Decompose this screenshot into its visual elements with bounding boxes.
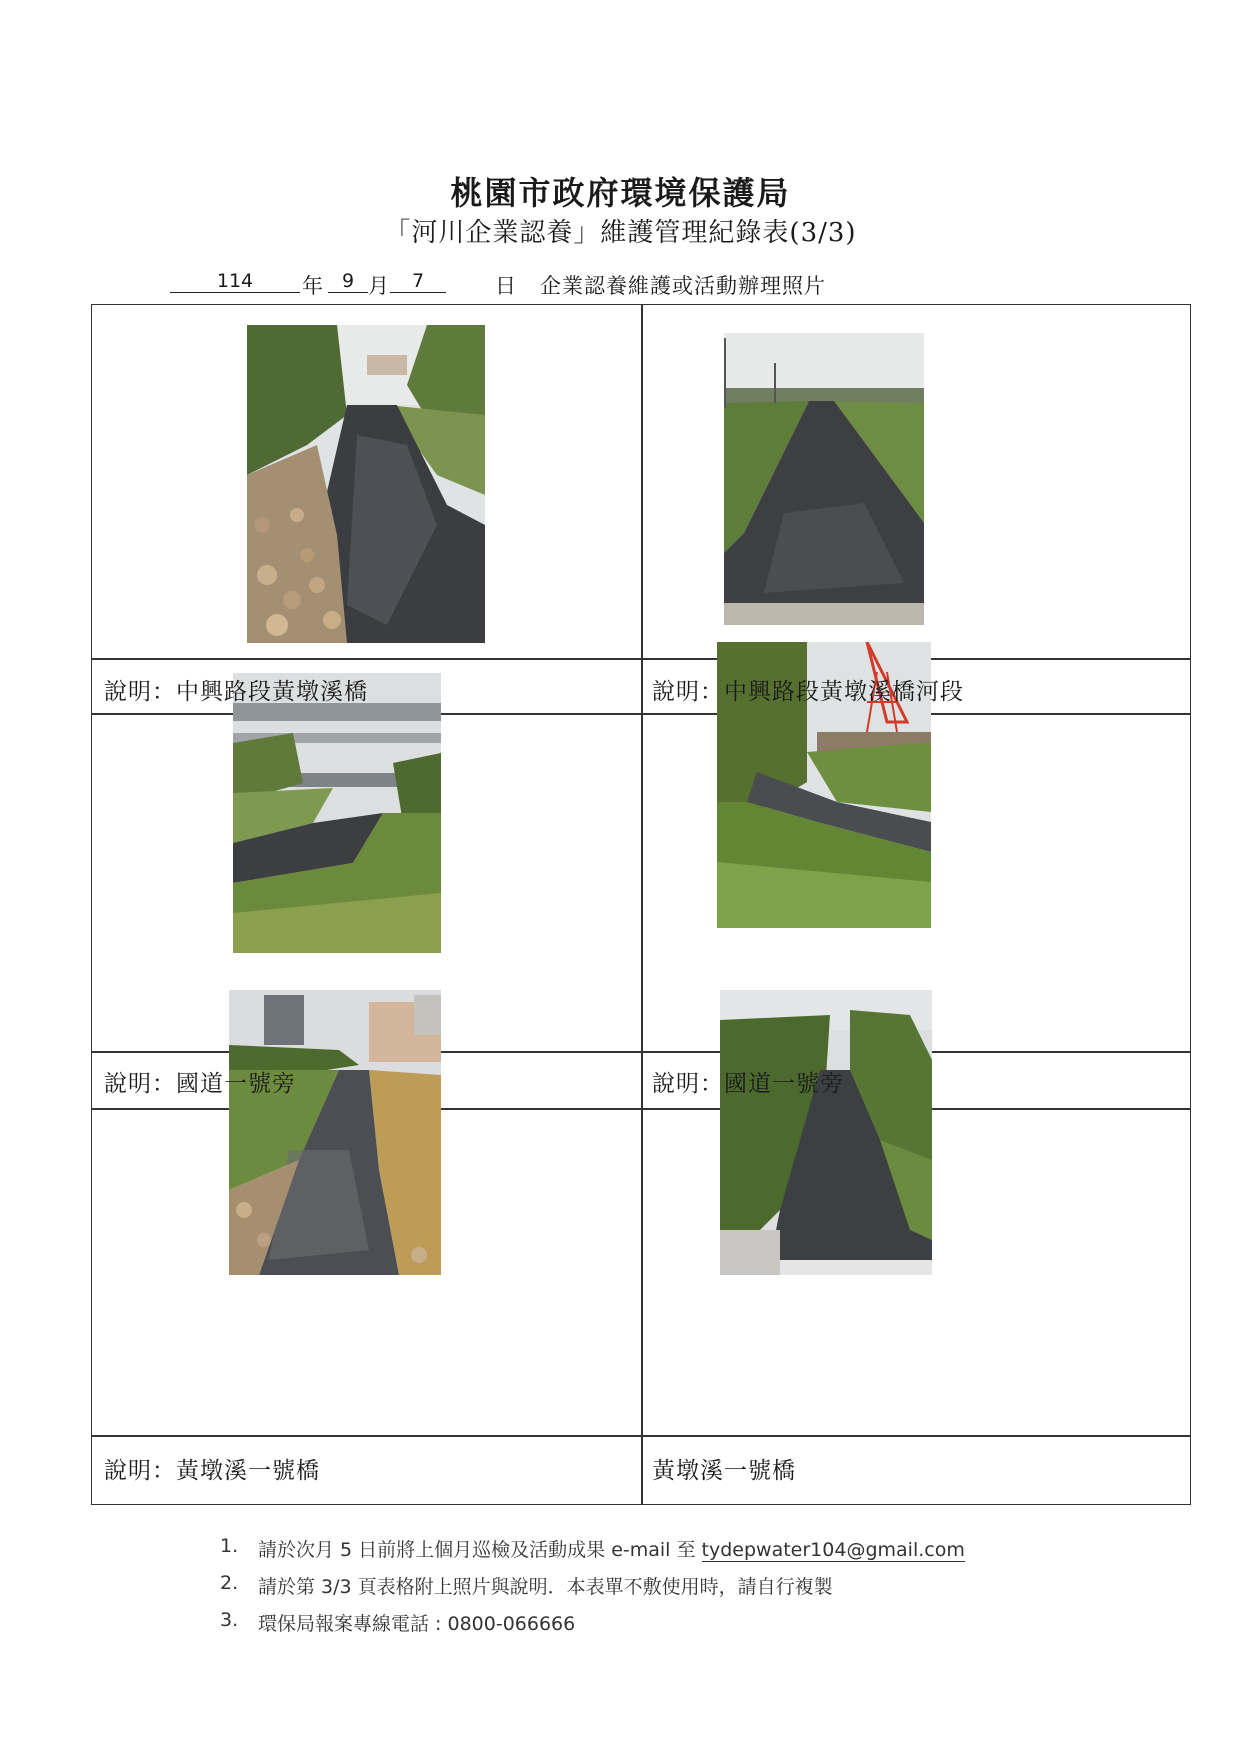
photo-caption: 說明：中興路段黃墩溪橋 — [104, 679, 368, 705]
photo-river-buildings — [229, 990, 441, 1275]
photo-caption: 黃墩溪一號橋 — [652, 1458, 796, 1484]
column-divider — [641, 305, 643, 1504]
photo-caption: 說明：中興路段黃墩溪橋河段 — [652, 679, 964, 705]
month-unit: 月 — [368, 274, 389, 298]
page-title: 桃園市政府環境保護局 — [450, 174, 791, 212]
year-value: 114 — [170, 270, 300, 293]
photo-river-trees — [720, 990, 932, 1275]
email-link[interactable]: tydepwater104@gmail.com — [701, 1539, 965, 1561]
day-unit: 日 — [495, 274, 516, 298]
row-divider — [92, 658, 1190, 660]
photo-table — [91, 304, 1191, 1505]
photo-river-bridge — [233, 673, 441, 953]
day-value: 7 — [390, 270, 446, 293]
photo-caption: 說明：黃墩溪一號橋 — [104, 1458, 320, 1484]
page-subtitle: 「河川企業認養」維護管理紀錄表(3/3) — [384, 218, 857, 248]
month-value: 9 — [328, 270, 368, 293]
photo-river-canal — [724, 333, 924, 625]
photo-caption: 說明：國道一號旁 — [104, 1071, 296, 1097]
photo-river-rocky — [247, 325, 485, 643]
row-divider — [92, 1435, 1190, 1437]
year-unit: 年 — [302, 274, 323, 298]
date-line-label: 企業認養維護或活動辦理照片 — [540, 274, 826, 298]
photo-caption: 說明：國道一號旁 — [652, 1071, 844, 1097]
